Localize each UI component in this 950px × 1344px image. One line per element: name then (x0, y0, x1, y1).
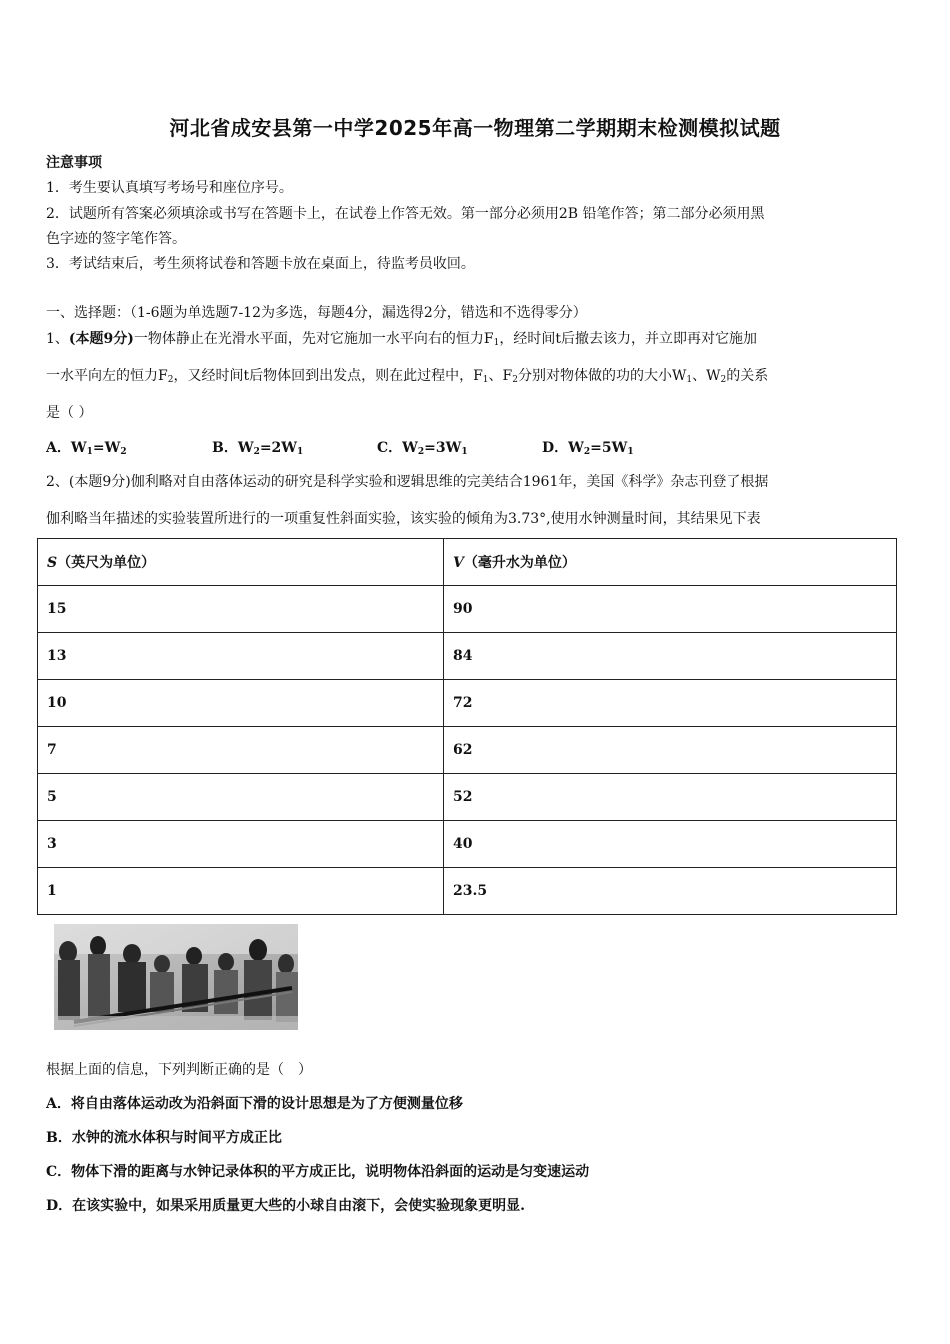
experiment-photo (54, 924, 298, 1030)
cell-v: 62 (444, 727, 897, 774)
q2-option-c[interactable]: C．物体下滑的距离与水钟记录体积的平方成正比，说明物体沿斜面的运动是匀变速运动 (46, 1164, 590, 1180)
notice-item-2-line-2: 色字迹的签字笔作答。 (46, 231, 186, 247)
option-sub: 1 (86, 447, 93, 457)
cell-s: 10 (38, 680, 444, 727)
q1-text-h: 的关系 (726, 368, 769, 384)
notice-item-2-line-1: 2．试题所有答案必须填涂或书写在答题卡上，在试卷上作答无效。第一部分必须用2B 铅笔作答；第二部分必须用黑 (46, 206, 765, 222)
q1-sub: 1 (482, 375, 489, 385)
data-table (37, 538, 897, 915)
header-cell-s (38, 539, 444, 586)
cell-v: 52 (444, 774, 897, 821)
table-row (38, 633, 897, 680)
page-title: 河北省成安县第一中学2025年高一物理第二学期期末检测模拟试题 (169, 116, 781, 140)
cell-s: 1 (38, 868, 444, 915)
q2-question: 根据上面的信息，下列判断正确的是（ ） (46, 1062, 312, 1078)
q1-sub: 2 (512, 375, 518, 385)
q1-text-g: 、W (692, 368, 721, 384)
header-text: （英尺为单位） (57, 555, 156, 571)
q1-number: 1、 (46, 331, 69, 347)
cell-s: 13 (38, 633, 444, 680)
q1-marks: (本题9分) (68, 331, 134, 347)
header-text: （毫升水为单位） (463, 555, 576, 571)
cell-s: 15 (38, 586, 444, 633)
q1-option-b[interactable] (212, 437, 303, 457)
notice-heading: 注意事项 (46, 155, 102, 171)
q1-line-2 (46, 365, 768, 385)
q1-text-e: 、F (488, 368, 513, 384)
option-sub: 1 (297, 447, 304, 457)
option-sub: 1 (627, 447, 634, 457)
table-header-row (38, 539, 897, 586)
q2-option-a[interactable]: A．将自由落体运动改为沿斜面下滑的设计思想是为了方便测量位移 (46, 1096, 463, 1112)
cell-v: 23.5 (444, 868, 897, 915)
q1-text-c: 一水平向左的恒力F (46, 368, 168, 384)
var-v: V (453, 555, 464, 571)
option-text: D．W (542, 440, 584, 456)
q2-option-b[interactable]: B．水钟的流水体积与时间平方成正比 (46, 1130, 282, 1146)
option-sub: 2 (583, 447, 591, 457)
q1-option-a[interactable] (46, 437, 127, 457)
option-text: =W (92, 440, 121, 456)
q1-line-3: 是（ ） (46, 405, 93, 421)
q1-sub: 2 (720, 375, 727, 385)
cell-s: 3 (38, 821, 444, 868)
option-text: A．W (46, 440, 87, 456)
q1-text-f: 分别对物体做的功的大小W (517, 368, 687, 384)
q2-line-1: 2、(本题9分)伽利略对自由落体运动的研究是科学实验和逻辑思维的完美结合1961年，美国《科学》杂志刊登了根据 (46, 474, 769, 490)
q1-text-a: 一物体静止在光滑水平面，先对它施加一水平向右的恒力F (133, 331, 494, 347)
q2-option-d[interactable]: D．在该实验中，如果采用质量更大些的小球自由滚下，会使实验现象更明显. (46, 1198, 526, 1214)
q1-sub: 1 (686, 375, 693, 385)
notice-item-1: 1．考生要认真填写考场号和座位序号。 (46, 180, 293, 196)
q1-option-d[interactable] (542, 437, 634, 457)
option-sub: 2 (120, 447, 127, 457)
cell-v: 72 (444, 680, 897, 727)
option-text: =5W (590, 440, 628, 456)
table-row (38, 586, 897, 633)
q1-option-c[interactable] (377, 437, 468, 457)
cell-s: 7 (38, 727, 444, 774)
q1-line-1 (46, 328, 757, 348)
table-row (38, 774, 897, 821)
option-text: =2W (259, 440, 298, 456)
q2-line-2: 伽利略当年描述的实验装置所进行的一项重复性斜面实验，该实验的倾角为3.73°,使用水钟测量时间，其结果见下表 (46, 511, 761, 527)
cell-s: 5 (38, 774, 444, 821)
option-text: B．W (212, 440, 254, 456)
section-heading: 一、选择题：（1-6题为单选题7-12为多选，每题4分，漏选得2分，错选和不选得零分） (46, 305, 587, 321)
cell-v: 40 (444, 821, 897, 868)
option-sub: 1 (461, 447, 468, 457)
header-cell-v (444, 539, 897, 586)
option-text: C．W (377, 440, 418, 456)
q1-sub: 1 (493, 338, 500, 348)
option-text: =3W (424, 440, 462, 456)
table-row (38, 680, 897, 727)
table-row (38, 868, 897, 915)
q1-text-d: ，又经时间t后物体回到出发点，则在此过程中，F (173, 368, 483, 384)
var-s: S (47, 555, 58, 571)
option-sub: 2 (253, 447, 260, 457)
cell-v: 84 (444, 633, 897, 680)
q1-text-b: ，经时间t后撤去该力，并立即再对它施加 (499, 331, 757, 347)
q1-sub: 2 (167, 375, 174, 385)
table-row (38, 821, 897, 868)
option-sub: 2 (417, 447, 425, 457)
table-row (38, 727, 897, 774)
cell-v: 90 (444, 586, 897, 633)
notice-item-3: 3．考试结束后，考生须将试卷和答题卡放在桌面上，待监考员收回。 (46, 256, 475, 272)
